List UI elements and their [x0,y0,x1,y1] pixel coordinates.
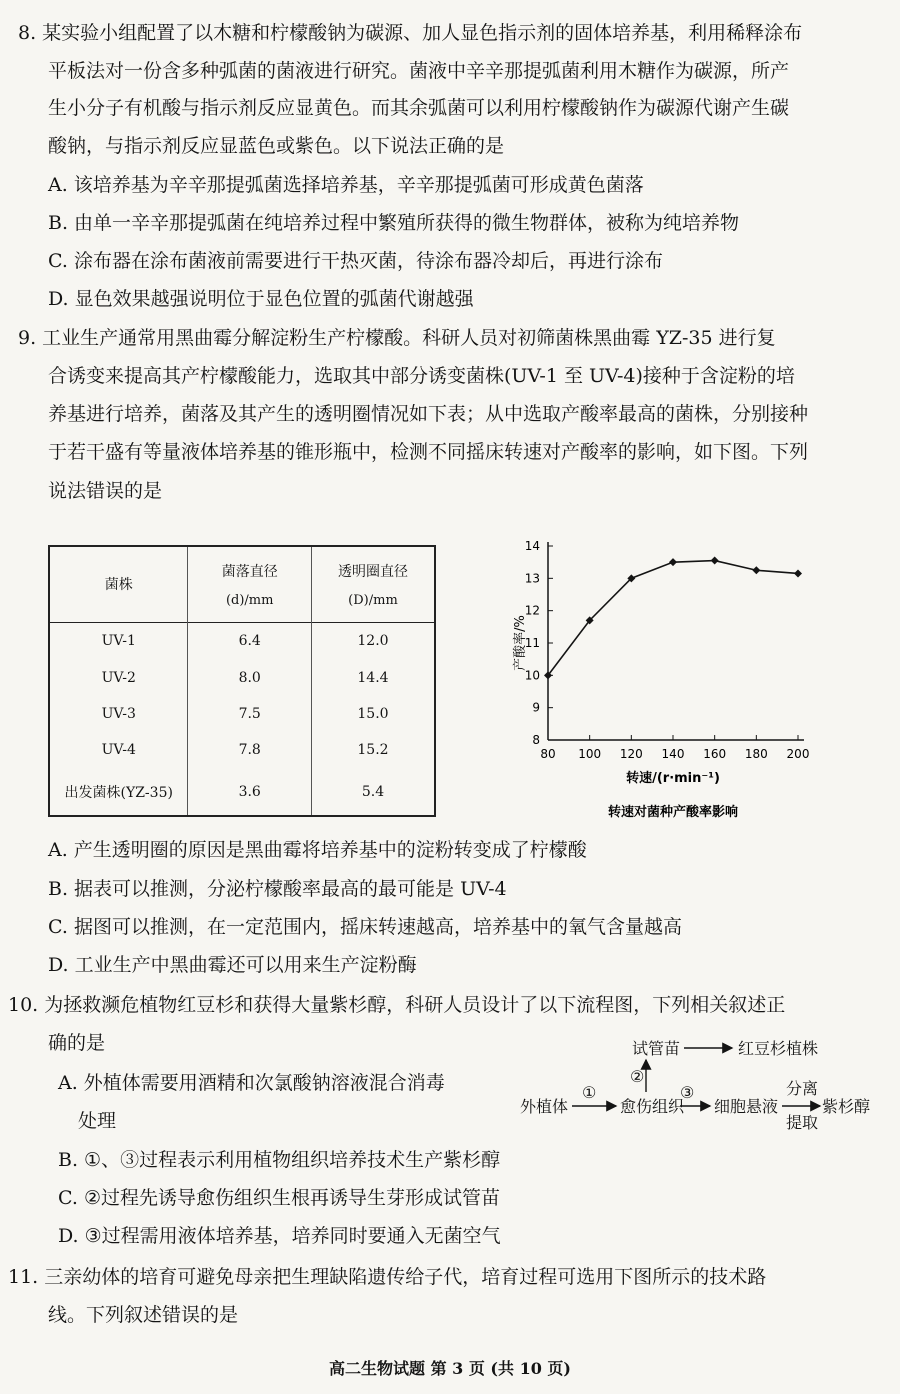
flow-extract: 提取 [786,1113,819,1132]
q8-stem-line-4: 酸钠，与指示剂反应显蓝色或紫色。以下说法正确的是 [48,135,505,157]
flow-step-3: ③ [680,1083,695,1102]
q9-stem-line-1: 9. 工业生产通常用黑曲霉分解淀粉生产柠檬酸。科研人员对初筛菌株黑曲霉 YZ-35 进行复 [18,327,776,349]
y-tick-label: 13 [524,571,540,586]
cell-d: 7.5 [188,696,312,732]
q10-option-b: B. ①、③过程表示利用植物组织培养技术生产紫杉醇 [58,1149,501,1171]
th-colony-diameter [188,546,312,622]
th-colony-diameter-label: 菌落直径 [221,563,278,580]
q10-option-a-cont: 处理 [78,1110,117,1132]
data-points [544,557,802,680]
cell-D: 15.0 [311,696,435,732]
table-row [49,768,435,816]
data-point [711,557,719,565]
y-axis-label: 产酸率/% [513,615,528,671]
cell-d: 8.0 [188,659,312,695]
cell-D: 15.2 [311,732,435,768]
taxus-flowchart [520,1030,890,1140]
chart-title: 转速对菌种产酸率影响 [607,805,739,820]
cell-strain: UV-4 [49,732,188,768]
flow-step-1: ① [582,1083,597,1102]
cell-D: 5.4 [311,768,435,816]
cell-strain: UV-3 [49,696,188,732]
x-tick-label: 80 [540,747,556,761]
x-tick-label: 100 [578,747,602,761]
speed-acid-chart [480,530,840,825]
q8-option-d: D. 显色效果越强说明位于显色位置的弧菌代谢越强 [48,288,474,310]
th-strain: 菌株 [49,546,188,622]
table-row [49,732,435,768]
y-tick-label: 10 [524,668,540,683]
q10-stem-line-2: 确的是 [48,1032,106,1054]
q10-option-a: A. 外植体需要用酒精和次氯酸钠溶液混合消毒 [58,1072,445,1094]
y-tick-label: 14 [524,539,540,553]
data-point [752,566,760,574]
chart-svg [480,530,840,825]
data-point [794,569,802,577]
x-tick-label: 200 [786,747,810,761]
table-row [49,622,435,659]
table-row [49,696,435,732]
flow-suspension: 细胞悬液 [714,1097,779,1116]
y-tick-label: 9 [532,700,540,715]
cell-d: 3.6 [188,768,312,816]
series-line [548,561,798,676]
flow-explant: 外植体 [520,1097,569,1116]
flow-plantlet: 试管苗 [632,1039,681,1058]
table-row [49,659,435,695]
th-colony-unit: (d)/mm [225,592,274,608]
q8-stem-line-1: 8. 某实验小组配置了以木糖和柠檬酸钠为碳源、加人显色指示剂的固体培养基，利用稀释涂布 [18,22,803,44]
strain-table [48,545,436,817]
q9-option-c: C. 据图可以推测，在一定范围内，摇床转速越高，培养基中的氧气含量越高 [48,916,682,938]
q10-stem-line-1: 10. 为拯救濒危植物红豆杉和获得大量紫杉醇，科研人员设计了以下流程图，下列相关叙述正 [8,994,786,1016]
cell-d: 6.4 [188,622,312,659]
flow-plant: 红豆杉植株 [738,1039,819,1058]
q11-stem-line-2: 线。下列叙述错误的是 [48,1304,239,1326]
q9-option-b: B. 据表可以推测，分泌柠檬酸率最高的最可能是 UV-4 [48,878,507,900]
flow-taxol: 紫杉醇 [822,1097,871,1116]
th-halo-unit: (D)/mm [348,592,398,608]
q8-option-c: C. 涂布器在涂布菌液前需要进行干热灭菌，待涂布器冷却后，再进行涂布 [48,250,663,272]
flow-separate: 分离 [786,1079,819,1098]
q10-option-d: D. ③过程需用液体培养基，培养同时要通入无菌空气 [58,1225,501,1247]
flow-step-2: ② [630,1067,645,1086]
q9-stem-line-5: 说法错误的是 [48,480,163,502]
q9-stem-line-4: 于若干盛有等量液体培养基的锥形瓶中，检测不同摇床转速对产酸率的影响，如下图。下列 [48,441,809,463]
q11-stem-line-1: 11. 三亲幼体的培育可避免母亲把生理缺陷遗传给子代，培育过程可选用下图所示的技术路 [8,1266,767,1288]
cell-strain: UV-2 [49,659,188,695]
q9-option-a: A. 产生透明圈的原因是黑曲霉将培养基中的淀粉转变成了柠檬酸 [48,839,587,861]
x-tick-label: 180 [744,747,768,761]
flow-callus: 愈伤组织 [620,1097,685,1116]
flowchart-svg [520,1030,890,1140]
q8-stem-line-2: 平板法对一份含多种弧菌的菌液进行研究。菌液中辛辛那提弧菌利用木糖作为碳源，所产 [48,60,790,82]
q10-option-c: C. ②过程先诱导愈伤组织生根再诱导生芽形成试管苗 [58,1187,500,1209]
q9-stem-line-2: 合诱变来提高其产柠檬酸能力，选取其中部分诱变菌株(UV-1 至 UV-4)接种于含淀粉的培 [48,365,795,387]
cell-D: 14.4 [311,659,435,695]
q9-stem-line-3: 养基进行培养，菌落及其产生的透明圈情况如下表；从中选取产酸率最高的菌株，分别接种 [48,403,809,425]
q8-stem-line-3: 生小分子有机酸与指示剂反应显黄色。而其余弧菌可以利用柠檬酸钠作为碳源代谢产生碳 [48,97,790,119]
cell-strain: 出发菌株(YZ-35) [49,768,188,816]
y-tick-label: 11 [524,636,540,650]
cell-D: 12.0 [311,622,435,659]
data-point [669,558,677,566]
x-tick-label: 120 [619,747,643,761]
page-footer: 高二生物试题 第 3 页 (共 10 页) [329,1359,571,1378]
y-tick-label: 8 [532,733,540,747]
x-tick-label: 140 [661,747,685,761]
y-tick-label: 12 [524,603,540,618]
q8-option-b: B. 由单一辛辛那提弧菌在纯培养过程中繁殖所获得的微生物群体，被称为纯培养物 [48,212,740,234]
th-halo-diameter-label: 透明圈直径 [337,563,408,580]
cell-strain: UV-1 [49,622,188,659]
cell-d: 7.8 [188,732,312,768]
x-tick-label: 160 [703,747,727,761]
q8-option-a: A. 该培养基为辛辛那提弧菌选择培养基，辛辛那提弧菌可形成黄色菌落 [48,174,644,196]
q9-option-d: D. 工业生产中黑曲霉还可以用来生产淀粉酶 [48,954,417,976]
th-halo-diameter [311,546,435,622]
x-axis-label: 转速/(r·min⁻¹) [626,771,720,786]
